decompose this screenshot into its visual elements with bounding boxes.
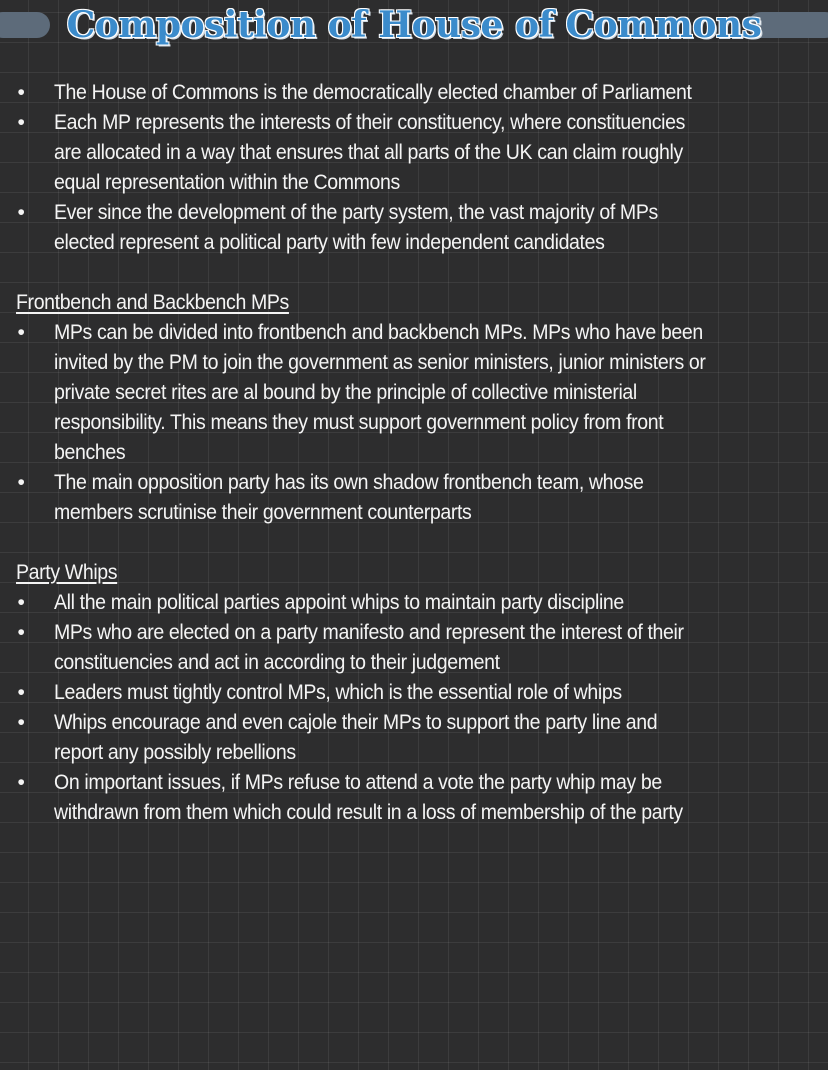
bullet-text: MPs who are elected on a party manifesto and represent the interest of their bbox=[54, 621, 684, 644]
bullet-text: equal representation within the Commons bbox=[54, 171, 400, 194]
section-heading bbox=[0, 558, 828, 588]
bullet-text: responsibility. This means they must support government policy from front bbox=[54, 411, 664, 434]
bullet-text: members scrutinise their government counterparts bbox=[54, 501, 472, 524]
blank-row bbox=[0, 258, 828, 288]
bullet-line bbox=[0, 678, 828, 708]
bullet-line bbox=[0, 708, 828, 738]
section-heading bbox=[0, 288, 828, 318]
section-heading-text: Party Whips bbox=[16, 561, 118, 584]
bullet-text: invited by the PM to join the government as senior ministers, junior ministers or bbox=[54, 351, 706, 374]
bullet-icon: • bbox=[17, 621, 25, 644]
bullet-line bbox=[0, 798, 828, 828]
bullet-text: All the main political parties appoint whips to maintain party discipline bbox=[54, 591, 624, 614]
bullet-icon: • bbox=[17, 681, 25, 704]
bullet-line bbox=[0, 108, 828, 138]
bullet-icon: • bbox=[17, 111, 25, 134]
bullet-line bbox=[0, 378, 828, 408]
bullet-icon: • bbox=[17, 81, 25, 104]
bullet-text: MPs can be divided into frontbench and backbench MPs. MPs who have been bbox=[54, 321, 703, 344]
bullet-text: Ever since the development of the party system, the vast majority of MPs bbox=[54, 201, 658, 224]
bullet-text: constituencies and act in according to their judgement bbox=[54, 651, 500, 674]
bullet-line bbox=[0, 438, 828, 468]
bullet-icon: • bbox=[17, 591, 25, 614]
bullet-line bbox=[0, 738, 828, 768]
bullet-icon: • bbox=[17, 711, 25, 734]
bullet-text: private secret rites are al bound by the principle of collective ministerial bbox=[54, 381, 637, 404]
notes-content bbox=[0, 78, 828, 828]
bullet-text: Whips encourage and even cajole their MPs to support the party line and bbox=[54, 711, 658, 734]
bullet-icon: • bbox=[17, 201, 25, 224]
bullet-line bbox=[0, 588, 828, 618]
bullet-line bbox=[0, 228, 828, 258]
bullet-icon: • bbox=[17, 471, 25, 494]
bullet-text: elected represent a political party with few independent candidates bbox=[54, 231, 605, 254]
section-heading-text: Frontbench and Backbench MPs bbox=[16, 291, 289, 314]
bullet-icon: • bbox=[17, 321, 25, 344]
bullet-text: report any possibly rebellions bbox=[54, 741, 296, 764]
bullet-text: On important issues, if MPs refuse to attend a vote the party whip may be bbox=[54, 771, 662, 794]
bullet-line bbox=[0, 618, 828, 648]
bullet-text: withdrawn from them which could result in a loss of membership of the party bbox=[54, 801, 683, 824]
bullet-line bbox=[0, 408, 828, 438]
bullet-text: benches bbox=[54, 441, 126, 464]
bullet-line bbox=[0, 768, 828, 798]
blank-row bbox=[0, 528, 828, 558]
bullet-line bbox=[0, 348, 828, 378]
bullet-text: Leaders must tightly control MPs, which is the essential role of whips bbox=[54, 681, 622, 704]
bullet-line bbox=[0, 198, 828, 228]
page-title: Composition of House of Commons bbox=[66, 4, 762, 46]
bullet-text: Each MP represents the interests of their constituency, where constituencies bbox=[54, 111, 686, 134]
bullet-line bbox=[0, 648, 828, 678]
bullet-line bbox=[0, 78, 828, 108]
bullet-line bbox=[0, 498, 828, 528]
bullet-line bbox=[0, 168, 828, 198]
bullet-line bbox=[0, 468, 828, 498]
bullet-line bbox=[0, 138, 828, 168]
bullet-text: The main opposition party has its own shadow frontbench team, whose bbox=[54, 471, 644, 494]
bullet-text: The House of Commons is the democratically elected chamber of Parliament bbox=[54, 81, 692, 104]
bullet-icon: • bbox=[17, 771, 25, 794]
bullet-line bbox=[0, 318, 828, 348]
bullet-text: are allocated in a way that ensures that all parts of the UK can claim roughly bbox=[54, 141, 683, 164]
